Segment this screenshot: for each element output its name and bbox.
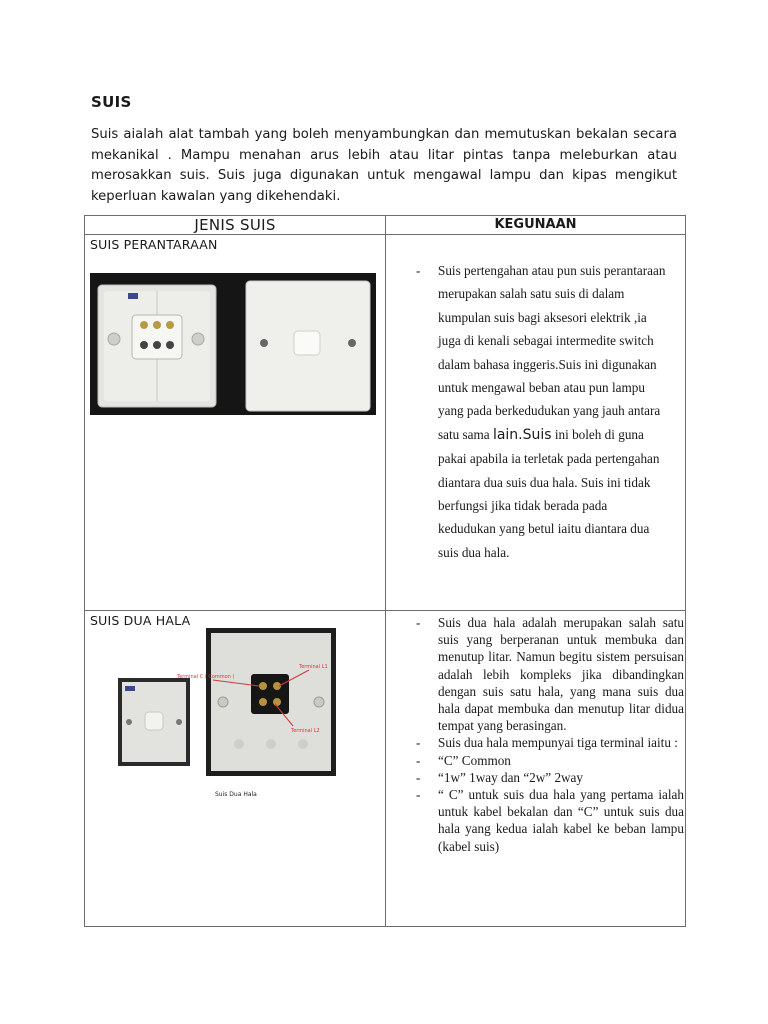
image-caption: Suis Dua Hala xyxy=(215,791,257,798)
list-item: - Suis dua hala mempunyai tiga terminal iaitu : xyxy=(416,735,678,751)
list-item: - “1w” 1way dan “2w” 2way xyxy=(416,769,584,785)
table-row xyxy=(85,611,686,927)
usage-list xyxy=(416,259,668,564)
header-kegunaan: KEGUNAAN xyxy=(386,216,686,235)
switch-types-table xyxy=(84,215,686,927)
switch-type-cell xyxy=(85,235,386,611)
switch-usage-cell xyxy=(386,611,686,927)
list-item: - Suis dua hala adalah merupakan salah satu suis yang berperanan untuk membuka dan menutup litar. Namun begitu sistem persuisan adalah lebih kompleks jika dibandingkan dengan suis satu hala, yang mana suis dua hala dapat membuka dan menutup litar didua tempat yang berasingan. xyxy=(416,615,684,734)
image-label: Terminal L1 xyxy=(299,664,328,670)
switch-usage-cell xyxy=(386,235,686,611)
switch-type-cell xyxy=(85,611,386,927)
list-item: - Suis pertengahan atau pun suis perantaraan merupakan salah satu suis di dalam kumpulan suis bagi aksesori elektrik ,ia juga di kenali sebagai intermedite switch dalam bahasa inggeris.Suis ini digunakan untuk mengawal beban atau pun lampu yang pada berkedudukan yang jauh antara satu sama lain.Suis ini boleh di guna pakai apabila ia terletak pada pertengahan diantara dua suis dua hala. Suis ini tidak berfungsi jika tidak berada pada kedudukan yang betul iaitu diantara dua suis dua hala. xyxy=(416,263,666,560)
switch-type-title: SUIS PERANTARAAN xyxy=(90,237,218,252)
switch-type-title: SUIS DUA HALA xyxy=(90,613,191,628)
image-label: Terminal C ( Common ) xyxy=(177,674,235,680)
header-jenis-suis: JENIS SUIS xyxy=(85,216,386,235)
usage-list xyxy=(416,614,684,855)
intro-paragraph: Suis aialah alat tambah yang boleh menyambungkan dan memutuskan bekalan secara mekanikal . Mampu menahan arus lebih atau litar pintas tanpa meleburkan atau merosakkan suis. Suis juga digunakan untuk mengawal lampu dan kipas mengikut keperluan kawalan yang dikehendaki. xyxy=(91,127,677,204)
list-item: - “C” Common xyxy=(416,752,511,768)
image-label: Terminal L2 xyxy=(291,728,320,734)
table-row xyxy=(85,235,686,611)
intermediate-switch-photo-icon xyxy=(90,273,376,415)
list-item: - “ C” untuk suis dua hala yang pertama ialah untuk kabel bekalan dan “C” untuk suis dua hala yang kedua ialah kabel ke beban lampu (kabel suis) xyxy=(416,787,684,854)
page-heading: SUIS xyxy=(91,93,132,111)
two-way-switch-photo-icon xyxy=(113,628,357,818)
table-header-row xyxy=(85,216,686,235)
